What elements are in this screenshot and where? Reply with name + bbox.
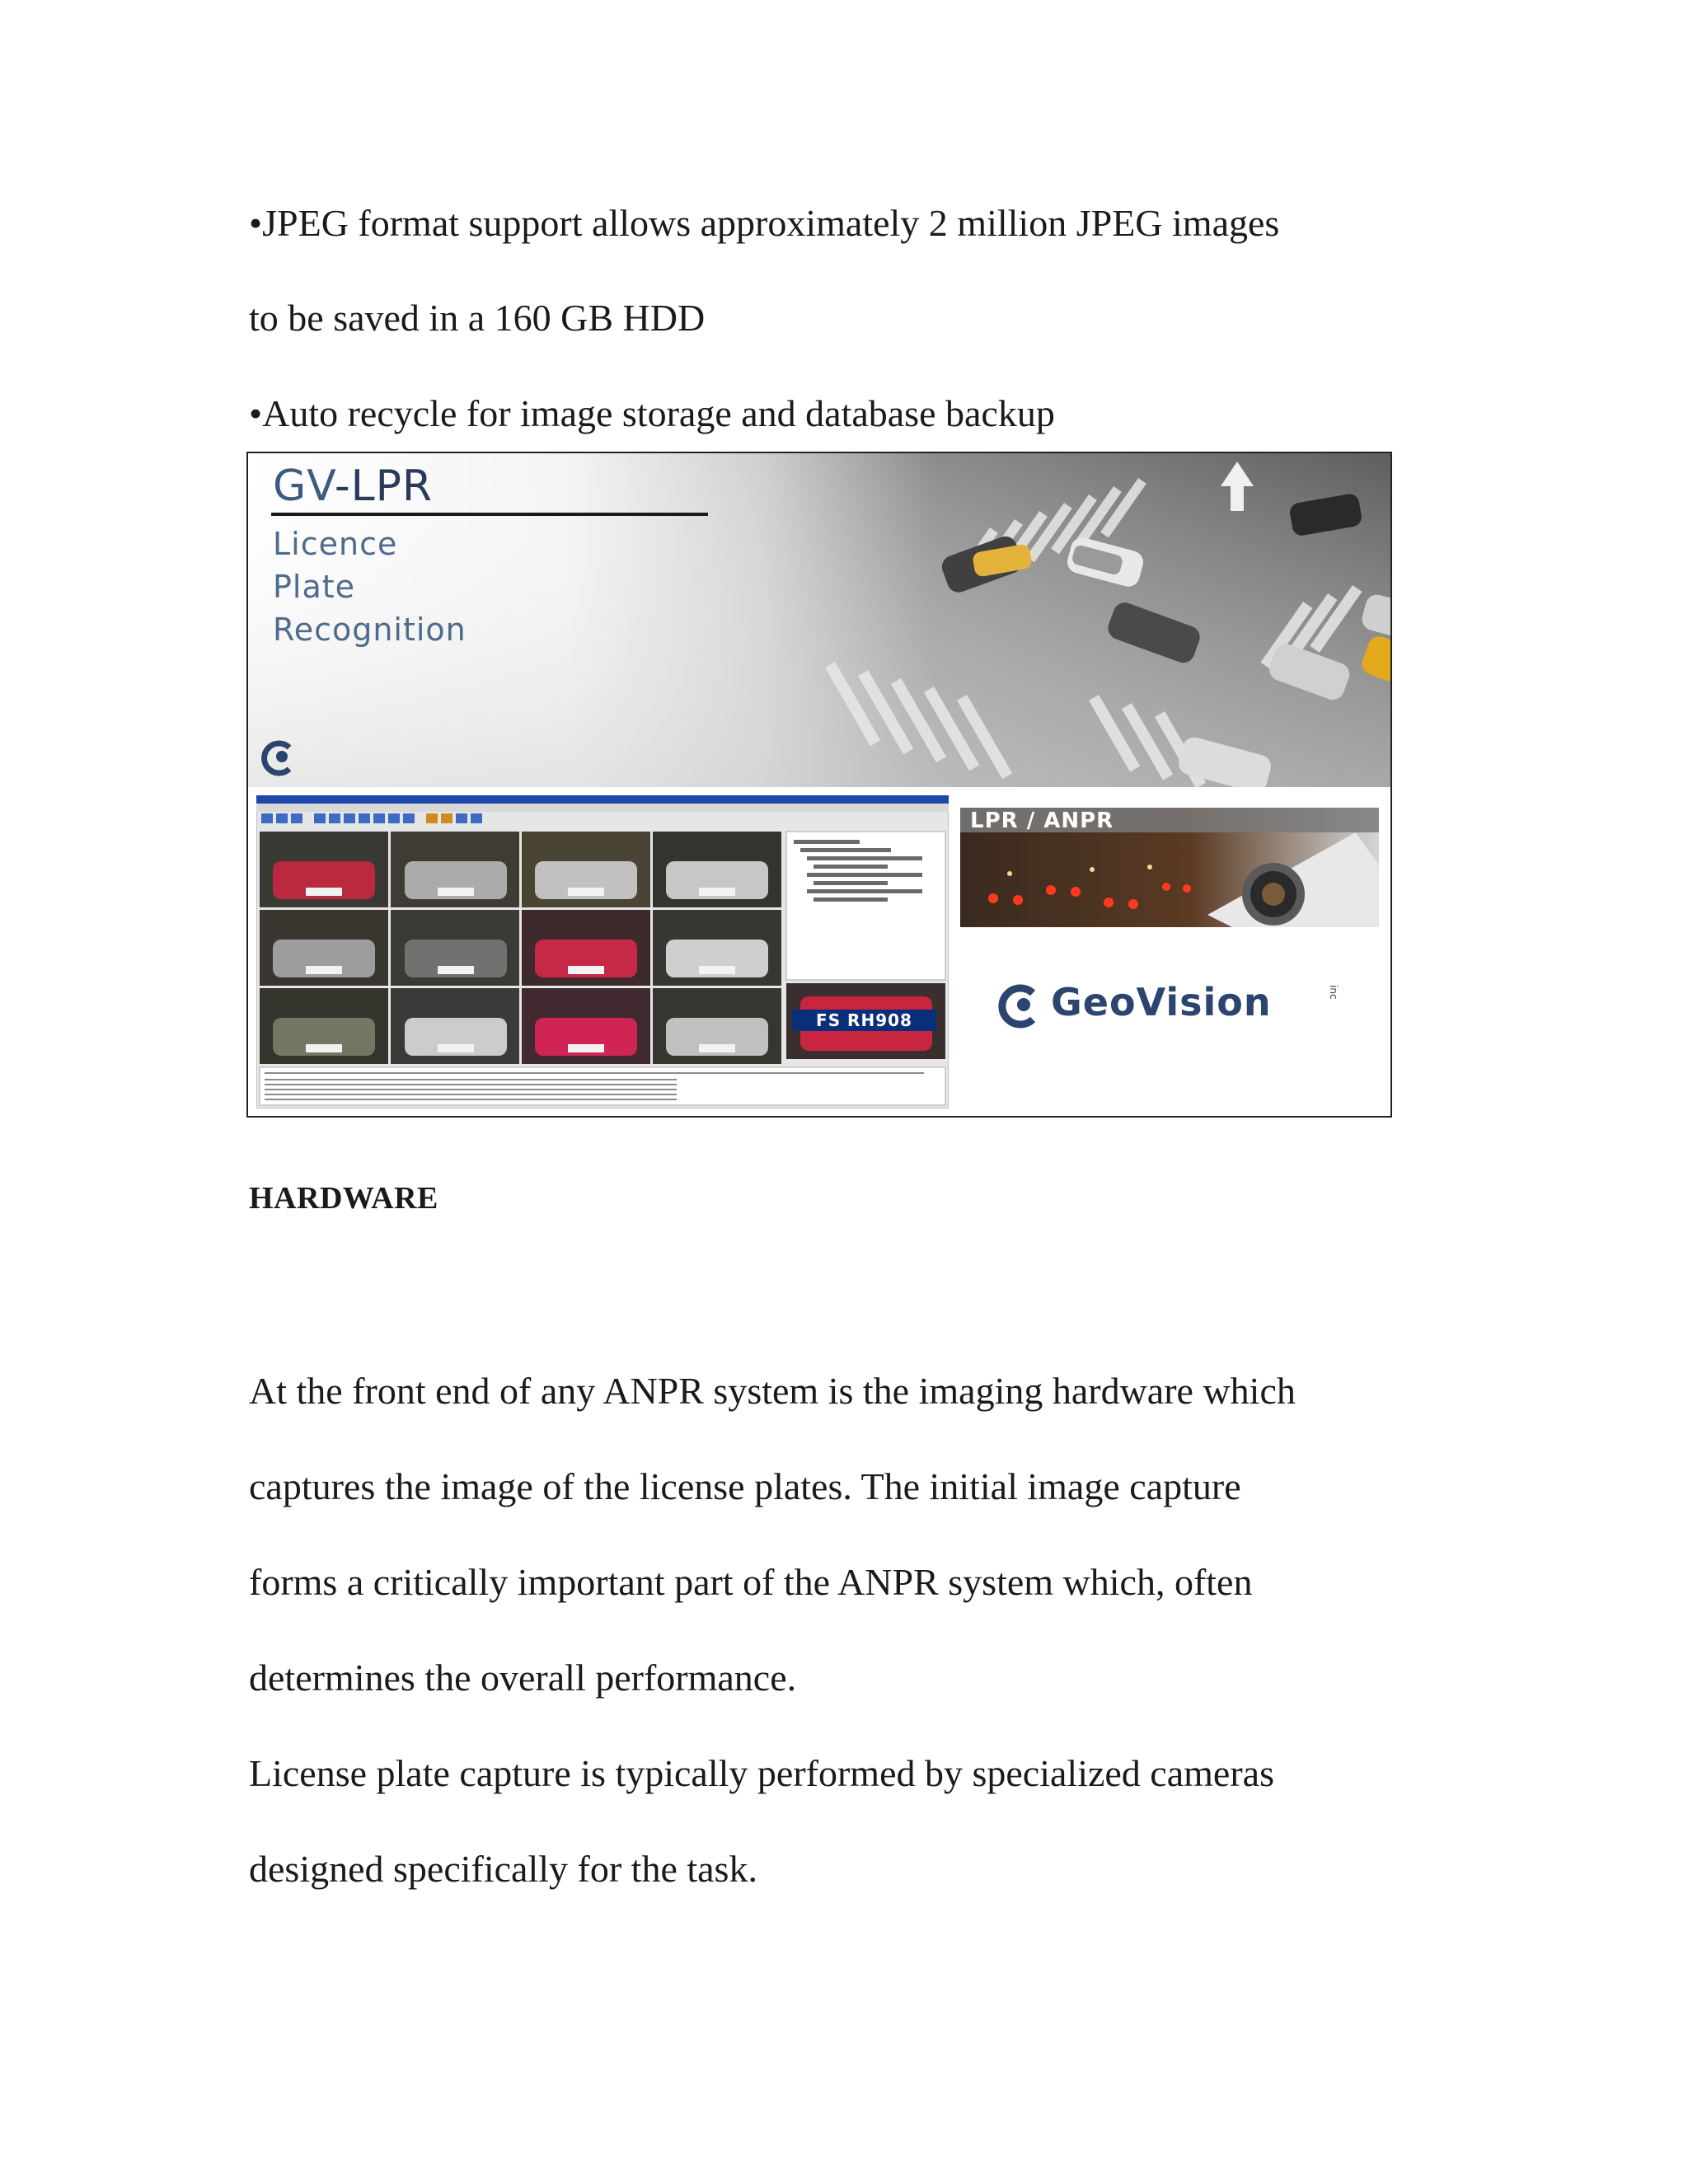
subtitle-line-plate: Plate — [273, 569, 356, 605]
subtitle-line-licence: Licence — [273, 526, 398, 562]
paragraph-line-4: determines the overall performance. — [249, 1657, 797, 1699]
paragraph-line-6: designed specifically for the task. — [249, 1848, 757, 1890]
geovision-wordmark: GeoVision — [1051, 980, 1272, 1024]
lpr-anpr-banner-label: LPR / ANPR — [970, 808, 1114, 833]
lpr-software-screenshot — [256, 795, 949, 1108]
paragraph-line-3: forms a critically important part of the ANPR system which, often — [249, 1561, 1253, 1603]
paragraph-line-1: At the front end of any ANPR system is the imaging hardware which — [249, 1370, 1296, 1412]
geovision-logo-icon — [258, 738, 299, 779]
geovision-logo-icon — [995, 982, 1044, 1031]
geovision-inc-mark: inc — [1328, 985, 1339, 1000]
brand-title: GV-LPR — [273, 462, 434, 511]
bullet-2-line-1: •Auto recycle for image storage and database backup — [249, 392, 1055, 434]
paragraph-line-5: License plate capture is typically performed by specialized cameras — [249, 1752, 1274, 1794]
figure-bottom-panel — [248, 787, 1390, 1116]
section-heading-hardware: HARDWARE — [249, 1181, 438, 1216]
paragraph-line-2: captures the image of the license plates. The initial image capture — [249, 1465, 1241, 1507]
brand-rule — [271, 513, 708, 516]
plate-readout-label: FS RH908 — [792, 1010, 936, 1031]
bullet-1-line-2: to be saved in a 160 GB HDD — [249, 297, 706, 339]
figure-top-banner — [248, 453, 1390, 787]
gv-lpr-figure — [246, 452, 1392, 1118]
subtitle-line-recognition: Recognition — [273, 612, 467, 648]
bullet-1-line-1: •JPEG format support allows approximately 2 million JPEG images — [249, 202, 1280, 244]
